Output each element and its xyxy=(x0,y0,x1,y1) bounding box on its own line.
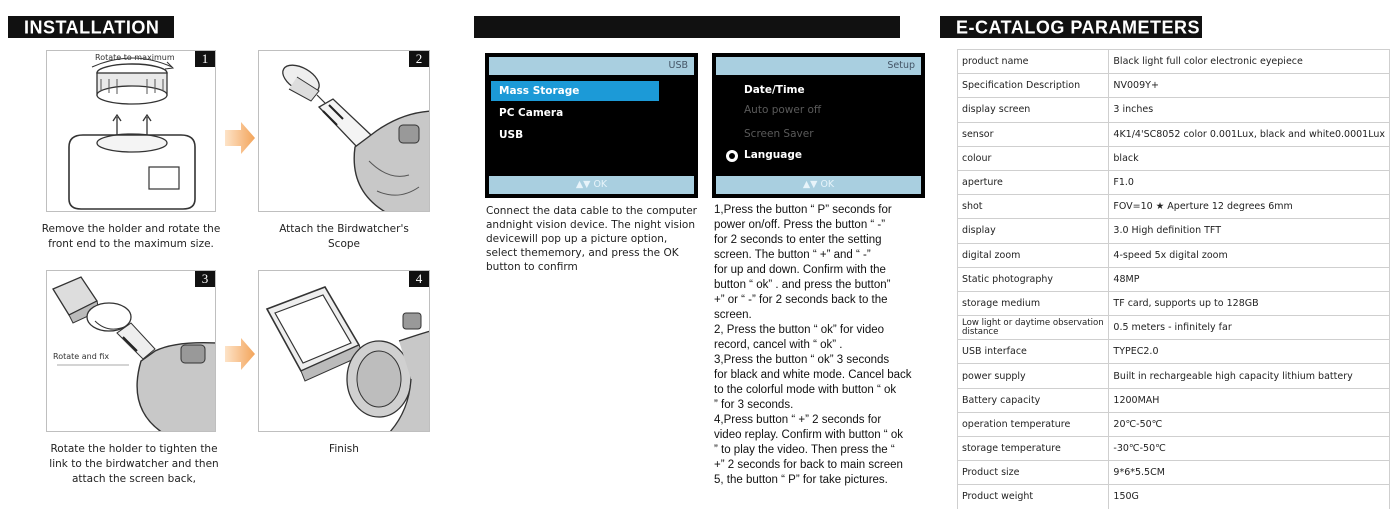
parameter-value: 3 inches xyxy=(1109,98,1390,122)
usb-instructions: Connect the data cable to the computer andnight vision device. The night vision devicewill pop up a picture option, select thememory, and press the OK button to confirm xyxy=(486,205,697,273)
parameters-table xyxy=(957,49,1390,509)
catalog-heading: E-CATALOG PARAMETERS xyxy=(940,16,1202,38)
step-4-caption: Finish xyxy=(329,443,359,455)
setup-menu-screen xyxy=(712,53,925,198)
parameter-value: 4K1/4'SC8052 color 0.001Lux, black and white0.0001Lux xyxy=(1109,122,1390,146)
parameter-name: aperture xyxy=(958,170,1109,194)
parameter-name: Static photography xyxy=(958,267,1109,291)
usb-option-mass-storage[interactable]: Mass Storage xyxy=(491,81,659,101)
parameter-name: shot xyxy=(958,195,1109,219)
setup-option-screen-saver[interactable]: Screen Saver xyxy=(744,128,814,140)
table-row xyxy=(958,146,1390,170)
parameter-name: Specification Description xyxy=(958,74,1109,98)
parameter-name: Battery capacity xyxy=(958,388,1109,412)
parameter-value: TF card, supports up to 128GB xyxy=(1109,291,1390,315)
setup-option-language[interactable]: Language xyxy=(744,149,802,161)
parameter-name: operation temperature xyxy=(958,412,1109,436)
parameter-name: colour xyxy=(958,146,1109,170)
setup-screen-footer: ▲▼ OK xyxy=(716,176,921,194)
parameter-value: NV009Y+ xyxy=(1109,74,1390,98)
table-row xyxy=(958,437,1390,461)
step-4-panel xyxy=(258,270,430,432)
parameter-name: display screen xyxy=(958,98,1109,122)
table-row xyxy=(958,340,1390,364)
parameter-name: digital zoom xyxy=(958,243,1109,267)
parameter-value: 9*6*5.5CM xyxy=(1109,461,1390,485)
holder-removal-illustration xyxy=(47,51,216,212)
step-1-panel xyxy=(46,50,216,212)
parameter-value: Black light full color electronic eyepiece xyxy=(1109,50,1390,74)
parameter-name: Product size xyxy=(958,461,1109,485)
setup-screen-title: Setup xyxy=(716,57,921,75)
step-3-callout: Rotate and fix xyxy=(53,352,110,361)
parameter-name: product name xyxy=(958,50,1109,74)
table-row xyxy=(958,243,1390,267)
table-row xyxy=(958,98,1390,122)
step-2-number: 2 xyxy=(409,51,429,67)
parameter-name: Low light or daytime observation distance xyxy=(958,316,1109,340)
table-row xyxy=(958,316,1390,340)
setup-option-date-time[interactable]: Date/Time xyxy=(744,84,805,96)
parameter-value: 4-speed 5x digital zoom xyxy=(1109,243,1390,267)
parameter-name: storage medium xyxy=(958,291,1109,315)
button-instructions: 1,Press the button “ P” seconds for power on/off. Press the button “ -” for 2 seconds to enter the setting screen. The button “ +” and “ -” for up and down. Confirm with the button “ ok” . and press the button” +” or “ -” for 2 seconds back to the screen. 2, Press the button “ ok” for video record, cancel with “ ok” . 3,Press the button “ ok” 3 seconds for black and white mode. Cancel back to the colorful mode with button “ ok ” for 3 seconds. 4,Press button “ +” 2 seconds for video replay. Confirm with button “ ok ” to play the video. Then press the “ +” 2 seconds for back to main screen 5, the button “ P” for take pictures. xyxy=(714,204,912,486)
usb-screen-title: USB xyxy=(489,57,694,75)
parameter-value: -30℃-50℃ xyxy=(1109,437,1390,461)
parameter-value: 3.0 High definition TFT xyxy=(1109,219,1390,243)
parameter-value: black xyxy=(1109,146,1390,170)
middle-heading xyxy=(474,16,900,38)
table-row xyxy=(958,50,1390,74)
table-row xyxy=(958,122,1390,146)
parameter-name: sensor xyxy=(958,122,1109,146)
parameter-name: display xyxy=(958,219,1109,243)
step-1-callout: Rotate to maximum xyxy=(95,53,175,62)
table-row xyxy=(958,364,1390,388)
usb-option-pc-camera[interactable]: PC Camera xyxy=(499,107,564,119)
table-row xyxy=(958,267,1390,291)
step-2-caption: Attach the Birdwatcher's Scope xyxy=(279,223,409,250)
parameter-value: Built in rechargeable high capacity lithium battery xyxy=(1109,364,1390,388)
installation-heading: INSTALLATION xyxy=(8,16,174,38)
step-arrow-icon xyxy=(225,122,255,154)
parameter-name: USB interface xyxy=(958,340,1109,364)
parameter-value: 0.5 meters - infinitely far xyxy=(1109,316,1390,340)
finished-assembly-illustration xyxy=(259,271,430,432)
table-row xyxy=(958,219,1390,243)
step-3-number: 3 xyxy=(195,271,215,287)
parameter-value: 150G xyxy=(1109,485,1390,509)
step-1-caption: Remove the holder and rotate the front end to the maximum size. xyxy=(41,223,221,250)
table-row xyxy=(958,388,1390,412)
usb-option-usb[interactable]: USB xyxy=(499,129,524,141)
parameter-name: Product weight xyxy=(958,485,1109,509)
usb-screen-footer: ▲▼ OK xyxy=(489,176,694,194)
step-3-caption: Rotate the holder to tighten the link to the birdwatcher and then attach the screen back, xyxy=(49,443,219,485)
parameter-value: TYPEC2.0 xyxy=(1109,340,1390,364)
table-row xyxy=(958,74,1390,98)
table-row xyxy=(958,461,1390,485)
parameter-value: 1200MAH xyxy=(1109,388,1390,412)
step-3-panel xyxy=(46,270,216,432)
setup-option-auto-power-off[interactable]: Auto power off xyxy=(744,104,822,116)
table-row xyxy=(958,195,1390,219)
table-row xyxy=(958,170,1390,194)
table-row xyxy=(958,291,1390,315)
step-2-panel xyxy=(258,50,430,212)
parameter-name: power supply xyxy=(958,364,1109,388)
parameter-value: FOV=10 ★ Aperture 12 degrees 6mm xyxy=(1109,195,1390,219)
step-4-number: 4 xyxy=(409,271,429,287)
attach-scope-illustration xyxy=(259,51,430,212)
table-row xyxy=(958,485,1390,509)
parameter-value: 20℃-50℃ xyxy=(1109,412,1390,436)
usb-menu-screen xyxy=(485,53,698,198)
step-arrow-icon xyxy=(225,338,255,370)
parameter-value: F1.0 xyxy=(1109,170,1390,194)
parameter-value: 48MP xyxy=(1109,267,1390,291)
language-icon xyxy=(726,150,738,162)
step-1-number: 1 xyxy=(195,51,215,67)
table-row xyxy=(958,412,1390,436)
parameter-name: storage temperature xyxy=(958,437,1109,461)
